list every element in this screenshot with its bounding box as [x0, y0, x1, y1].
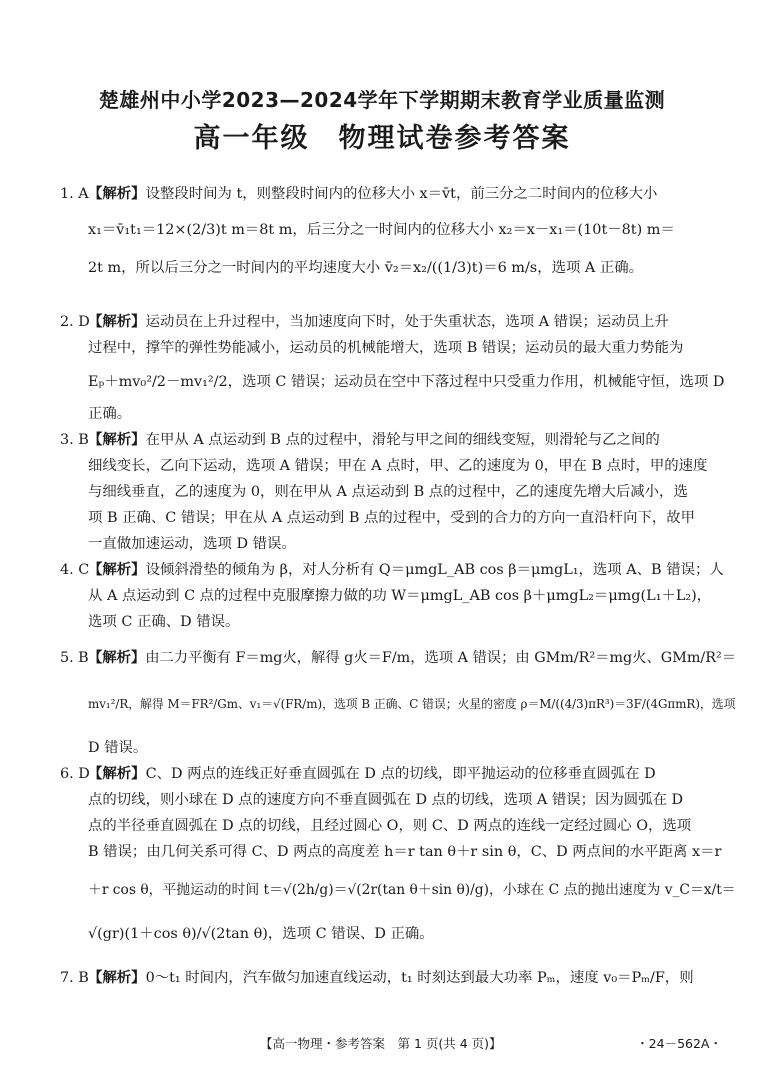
- answer-line: [88, 612, 239, 632]
- answer-line: [88, 534, 296, 554]
- answer-line: [88, 456, 707, 476]
- document-title: 楚雄州中小学2023—2024学年下学期期末教育学业质量监测: [98, 88, 666, 112]
- answer-line: [88, 482, 688, 502]
- line-text: 与细线垂直，乙的速度为 0，则在甲从 A 点运动到 B 点的过程中，乙的速度先增大后减小，选: [88, 484, 688, 500]
- answer-line: [88, 338, 683, 358]
- line-text: 细线变长，乙向下运动，选项 A 错误；甲在 A 点时，甲、乙的速度为 0，甲在 B 点时，甲的速度: [88, 458, 708, 474]
- answer-item-start: [60, 184, 657, 204]
- answer-line: [88, 258, 643, 278]
- answer-line: [88, 586, 711, 606]
- question-number: 1. A: [60, 186, 89, 202]
- line-text: 运动员在上升过程中，当加速度向下时，处于失重状态，选项 A 错误；运动员上升: [145, 314, 669, 330]
- line-text: 点的切线，则小球在 D 点的速度方向不垂直圆弧在 D 点的切线，选项 A 错误；因为圆弧在 D: [88, 792, 684, 808]
- answer-item-start: [60, 968, 694, 988]
- answer-line: [88, 816, 691, 836]
- line-text: x₁＝v̄₁t₁＝12×(2/3)t m＝8t m，后三分之一时间内的位移大小 x₂＝x－x₁＝(10t－8t) m＝: [88, 222, 675, 238]
- answer-item-start: [60, 430, 660, 450]
- answer-line: [88, 738, 147, 758]
- answer-line: [88, 694, 735, 714]
- document-subtitle: 高一年级 物理试卷参考答案: [193, 123, 571, 154]
- page-footer: 【高一物理・参考答案 第 1 页(共 4 页)】: [260, 1036, 502, 1051]
- line-text: ＋r cos θ，平抛运动的时间 t＝√(2h/g)＝√(2r(tan θ＋sin θ)/g)，小球在 C 点的抛出速度为 v_C＝x/t＝: [88, 882, 736, 898]
- document-code: ・24－562A・: [636, 1036, 722, 1051]
- answer-line: [88, 404, 131, 424]
- line-text: 项 B 正确、C 错误；甲在从 A 点运动到 B 点的过程中，受到的合力的方向一直沿杆向下，故甲: [88, 510, 696, 526]
- question-number: 7. B: [60, 970, 89, 986]
- analysis-tag: 【解析】: [88, 650, 146, 666]
- question-number: 2. D: [60, 314, 90, 330]
- line-text: mv₁²/R，解得 M＝FR²/Gm、v₁＝√(FR/m)，选项 B 正确、C 错误；火星的密度 ρ＝M/((4/3)πR³)＝3F/(4GπmR)，选项: [88, 697, 736, 711]
- analysis-tag: 【解析】: [88, 970, 146, 986]
- answer-line: [88, 508, 695, 528]
- answer-line: [88, 372, 724, 392]
- line-text: 一直做加速运动，选项 D 错误。: [88, 536, 296, 552]
- question-number: 5. B: [60, 650, 89, 666]
- analysis-tag: 【解析】: [88, 186, 146, 202]
- line-text: 过程中，撑竿的弹性势能减小，运动员的机械能增大，选项 B 错误；运动员的最大重力势能为: [88, 340, 684, 356]
- answer-item-start: [60, 312, 669, 332]
- answer-line: [88, 790, 683, 810]
- question-number: 3. B: [60, 432, 89, 448]
- answer-line: [88, 924, 434, 944]
- line-text: √(gr)(1＋cos θ)/√(2tan θ)，选项 C 错误、D 正确。: [88, 926, 434, 942]
- line-text: B 错误；由几何关系可得 C、D 两点的高度差 h＝r tan θ＋r sin θ，C、D 两点间的水平距离 x＝r: [88, 844, 722, 860]
- answer-line: [88, 842, 721, 862]
- line-text: 2t m，所以后三分之一时间内的平均速度大小 v̄₂＝x₂/((1/3)t)＝6 m/s，选项 A 正确。: [88, 260, 644, 276]
- line-text: 设整段时间为 t，则整段时间内的位移大小 x＝v̄t，前三分之二时间内的位移大小: [145, 186, 658, 202]
- line-text: 正确。: [88, 406, 132, 422]
- answer-item-start: [60, 560, 724, 580]
- answer-line: [88, 220, 675, 240]
- question-number: 6. D: [60, 766, 90, 782]
- line-text: Eₚ＋mv₀²/2－mv₁²/2，选项 C 错误；运动员在空中下落过程中只受重力作用，机械能守恒，选项 D: [88, 374, 725, 390]
- line-text: 从 A 点运动到 C 点的过程中克服摩擦力做的功 W＝μmgL_AB cos β＋μmgL₂＝μmg(L₁＋L₂)，: [88, 588, 712, 604]
- line-text: 0～t₁ 时间内，汽车做匀加速直线运动，t₁ 时刻达到最大功率 Pₘ，速度 v₀＝Pₘ/F，则: [145, 970, 694, 986]
- analysis-tag: 【解析】: [88, 766, 146, 782]
- line-text: C、D 两点的连线正好垂直圆弧在 D 点的切线，即平抛运动的位移垂直圆弧在 D: [145, 766, 656, 782]
- line-text: 选项 C 正确、D 错误。: [88, 614, 240, 630]
- line-text: 设倾斜滑垫的倾角为 β，对人分析有 Q＝μmgL_AB cos β＝μmgL₁，选项 A、B 错误；人: [145, 562, 724, 578]
- answer-item-start: [60, 764, 656, 784]
- line-text: 在甲从 A 点运动到 B 点的过程中，滑轮与甲之间的细线变短，则滑轮与乙之间的: [145, 432, 660, 448]
- line-text: 由二力平衡有 F＝mg火，解得 g火＝F/m，选项 A 错误；由 GMm/R²＝mg火、GMm/R²＝: [145, 650, 736, 666]
- analysis-tag: 【解析】: [88, 314, 146, 330]
- answer-item-start: [60, 648, 736, 668]
- analysis-tag: 【解析】: [88, 562, 146, 578]
- line-text: 点的半径垂直圆弧在 D 点的切线，且经过圆心 O，则 C、D 两点的连线一定经过圆心 O，选项: [88, 818, 692, 834]
- question-number: 4. C: [60, 562, 90, 578]
- line-text: D 错误。: [88, 740, 148, 756]
- answer-line: [88, 880, 736, 900]
- analysis-tag: 【解析】: [88, 432, 146, 448]
